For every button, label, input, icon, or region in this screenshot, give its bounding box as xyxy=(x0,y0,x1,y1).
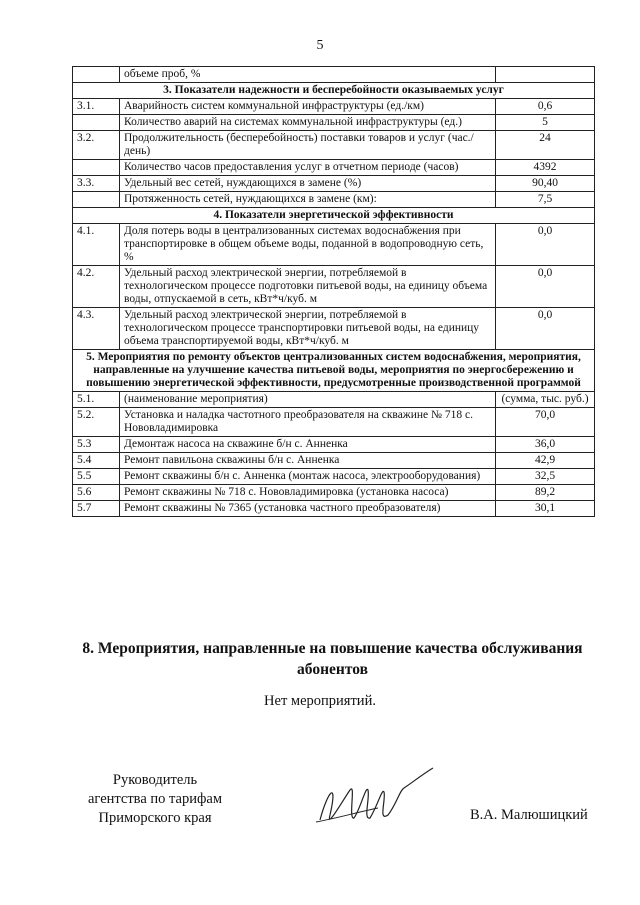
section-header: 5. Мероприятия по ремонту объектов централизованных систем водоснабжения, мероприятия, направленные на улучшение качества питьевой воды, мероприятия по энергосбережению и повышению энергетической эффективности, предусмотренные производственной программой xyxy=(73,350,595,392)
row-value: 90,40 xyxy=(496,176,595,192)
row-description: Количество часов предоставления услуг в отчетном периоде (часов) xyxy=(120,160,496,176)
indicators-table xyxy=(72,66,595,517)
row-number: 3.3. xyxy=(73,176,120,192)
row-number: 5.3 xyxy=(73,437,120,453)
table-row xyxy=(73,266,595,308)
row-value: 32,5 xyxy=(496,469,595,485)
row-number xyxy=(73,115,120,131)
section-header: 3. Показатели надежности и бесперебойности оказываемых услуг xyxy=(73,83,595,99)
signer-title-line: Приморского края xyxy=(98,810,212,826)
table-row xyxy=(73,469,595,485)
row-description: Удельный расход электрической энергии, потребляемой в технологическом процессе подготовки питьевой воды, на единицу объема воды, отпускаемой в сеть, кВт*ч/куб. м xyxy=(120,266,496,308)
row-value: 0,0 xyxy=(496,308,595,350)
table-row xyxy=(73,408,595,437)
row-description: Доля потерь воды в централизованных системах водоснабжения при транспортировке в общем объеме воды, поданной в водопроводную сеть, % xyxy=(120,224,496,266)
row-number: 3.1. xyxy=(73,99,120,115)
row-number: 3.2. xyxy=(73,131,120,160)
row-number: 5.6 xyxy=(73,485,120,501)
row-value: 24 xyxy=(496,131,595,160)
table-row xyxy=(73,392,595,408)
row-value: (сумма, тыс. руб.) xyxy=(496,392,595,408)
row-number xyxy=(73,67,120,83)
table-row xyxy=(73,501,595,517)
row-description: Ремонт скважины № 7365 (установка частного преобразователя) xyxy=(120,501,496,517)
row-value: 5 xyxy=(496,115,595,131)
row-description: Удельный вес сетей, нуждающихся в замене (%) xyxy=(120,176,496,192)
row-description: (наименование мероприятия) xyxy=(120,392,496,408)
table-row xyxy=(73,192,595,208)
row-value: 7,5 xyxy=(496,192,595,208)
signer-title-line: Руководитель xyxy=(112,772,198,788)
page-number: 5 xyxy=(316,38,324,53)
row-number: 5.7 xyxy=(73,501,120,517)
table-row xyxy=(73,224,595,266)
row-description: Удельный расход электрической энергии, потребляемой в технологическом процессе транспортировки питьевой воды, на единицу объема транспортируемой воды, кВт*ч/куб. м xyxy=(120,308,496,350)
table-row xyxy=(73,485,595,501)
signer-title-line: агентства по тарифам xyxy=(88,791,222,807)
table-row xyxy=(73,308,595,350)
row-number xyxy=(73,160,120,176)
row-number: 4.2. xyxy=(73,266,120,308)
row-description: Демонтаж насоса на скважине б/н с. Анненка xyxy=(120,437,496,453)
section-header: 4. Показатели энергетической эффективности xyxy=(73,208,595,224)
row-description: Установка и наладка частотного преобразователя на скважине № 718 с. Нововладимировка xyxy=(120,408,496,437)
row-description: Ремонт скважины б/н с. Анненка (монтаж насоса, электрооборудования) xyxy=(120,469,496,485)
signer-name: В.А. Малюшицкий xyxy=(470,807,588,823)
row-value xyxy=(496,67,595,83)
section-header-row xyxy=(73,83,595,99)
section-header-row xyxy=(73,208,595,224)
row-number: 4.3. xyxy=(73,308,120,350)
table-row xyxy=(73,115,595,131)
row-description: Ремонт павильона скважины б/н с. Анненка xyxy=(120,453,496,469)
row-description: Протяженность сетей, нуждающихся в замене (км): xyxy=(120,192,496,208)
row-number: 4.1. xyxy=(73,224,120,266)
section-8-heading: 8. Мероприятия, направленные на повышение качества обслуживания абонентов xyxy=(82,640,583,678)
table-row xyxy=(73,160,595,176)
table-row xyxy=(73,67,595,83)
row-value: 36,0 xyxy=(496,437,595,453)
row-description: объеме проб, % xyxy=(120,67,496,83)
row-description: Аварийность систем коммунальной инфраструктуры (ед./км) xyxy=(120,99,496,115)
table-row xyxy=(73,99,595,115)
section-header-row xyxy=(73,350,595,392)
row-description: Ремонт скважины № 718 с. Нововладимировка (установка насоса) xyxy=(120,485,496,501)
row-value: 0,0 xyxy=(496,224,595,266)
row-number: 5.1. xyxy=(73,392,120,408)
table-row xyxy=(73,453,595,469)
signer-title xyxy=(88,771,222,828)
row-value: 42,9 xyxy=(496,453,595,469)
table-row xyxy=(73,176,595,192)
table-row xyxy=(73,437,595,453)
row-description: Продолжительность (бесперебойность) поставки товаров и услуг (час./день) xyxy=(120,131,496,160)
row-description: Количество аварий на системах коммунальной инфраструктуры (ед.) xyxy=(120,115,496,131)
row-number: 5.4 xyxy=(73,453,120,469)
table-row xyxy=(73,131,595,160)
row-number: 5.2. xyxy=(73,408,120,437)
row-value: 70,0 xyxy=(496,408,595,437)
section-8-body: Нет мероприятий. xyxy=(264,693,376,709)
row-value: 0,6 xyxy=(496,99,595,115)
row-number xyxy=(73,192,120,208)
row-value: 4392 xyxy=(496,160,595,176)
row-value: 0,0 xyxy=(496,266,595,308)
row-value: 30,1 xyxy=(496,501,595,517)
row-value: 89,2 xyxy=(496,485,595,501)
handwritten-signature xyxy=(308,760,438,840)
row-number: 5.5 xyxy=(73,469,120,485)
